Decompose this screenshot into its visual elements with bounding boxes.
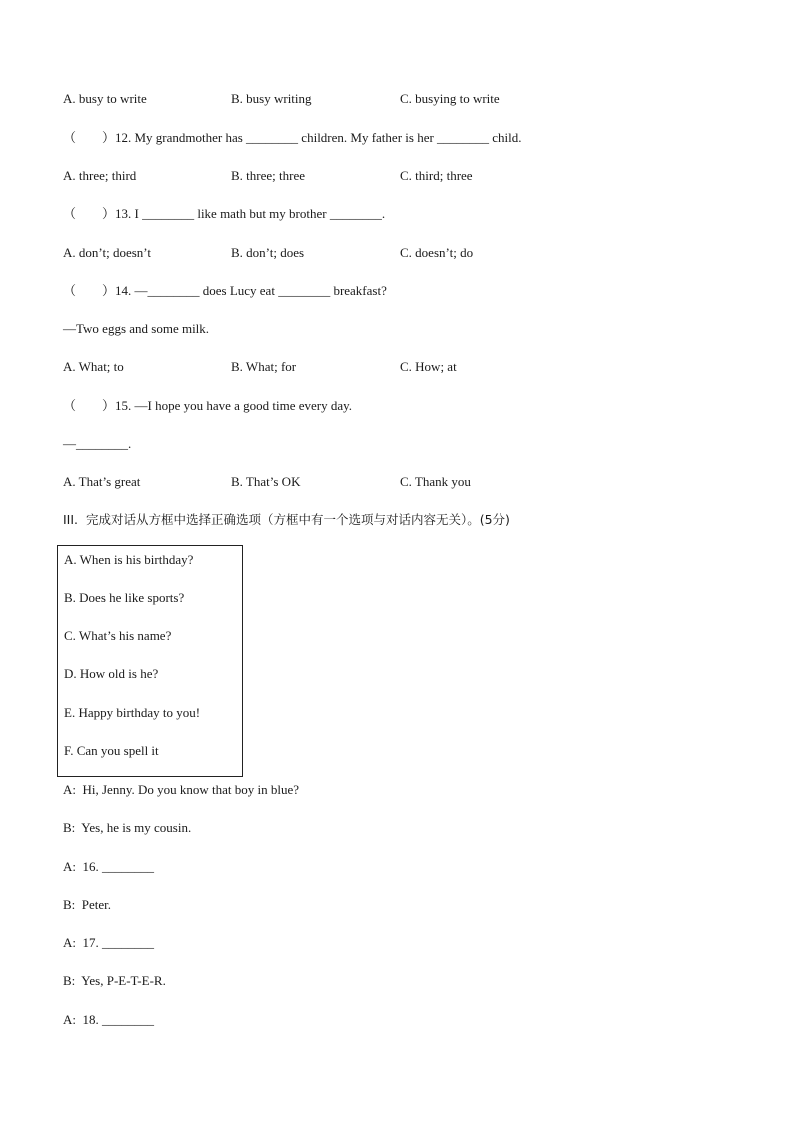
q13-option-b: B. don’t; does [231,245,305,260]
dialogue-line: A: 16. ________ [63,859,154,874]
q15-option-c: C. Thank you [400,474,471,489]
box-option-f: F. Can you spell it [64,743,159,758]
q11-option-a: A. busy to write [63,91,147,106]
section-3-heading: III. 完成对话从方框中选择正确选项（方框中有一个选项与对话内容无关）。(5分) [63,512,510,527]
question-15-reply: —________. [63,436,132,451]
dialogue-line: A: Hi, Jenny. Do you know that boy in blue? [63,782,300,797]
dialogue-line: A: 18. ________ [63,1012,154,1027]
box-option-a: A. When is his birthday? [64,552,194,567]
q11-option-c: C. busying to write [400,91,500,106]
q15-option-a: A. That’s great [63,474,141,489]
options-box [57,545,243,777]
question-15: （ ）15. —I hope you have a good time every day. [63,398,353,413]
q14-option-a: A. What; to [63,359,124,374]
box-option-d: D. How old is he? [64,666,159,681]
q12-option-c: C. third; three [400,168,473,183]
question-12: （ ）12. My grandmother has ________ children. My father is her ________ child. [63,130,522,145]
box-option-c: C. What’s his name? [64,628,172,643]
box-option-e: E. Happy birthday to you! [64,705,201,720]
dialogue-line: B: Yes, he is my cousin. [63,820,192,835]
dialogue-line: A: 17. ________ [63,935,154,950]
q15-option-b: B. That’s OK [231,474,301,489]
q13-option-a: A. don’t; doesn’t [63,245,151,260]
dialogue-line: B: Yes, P-E-T-E-R. [63,973,166,988]
q14-option-b: B. What; for [231,359,297,374]
q11-option-b: B. busy writing [231,91,312,106]
q12-option-a: A. three; third [63,168,137,183]
question-14: （ ）14. —________ does Lucy eat ________ breakfast? [63,283,387,298]
question-13: （ ）13. I ________ like math but my brother ________. [63,206,386,221]
q14-option-c: C. How; at [400,359,457,374]
q12-option-b: B. three; three [231,168,305,183]
dialogue-line: B: Peter. [63,897,112,912]
question-14-reply: —Two eggs and some milk. [63,321,210,336]
q13-option-c: C. doesn’t; do [400,245,474,260]
box-option-b: B. Does he like sports? [64,590,185,605]
